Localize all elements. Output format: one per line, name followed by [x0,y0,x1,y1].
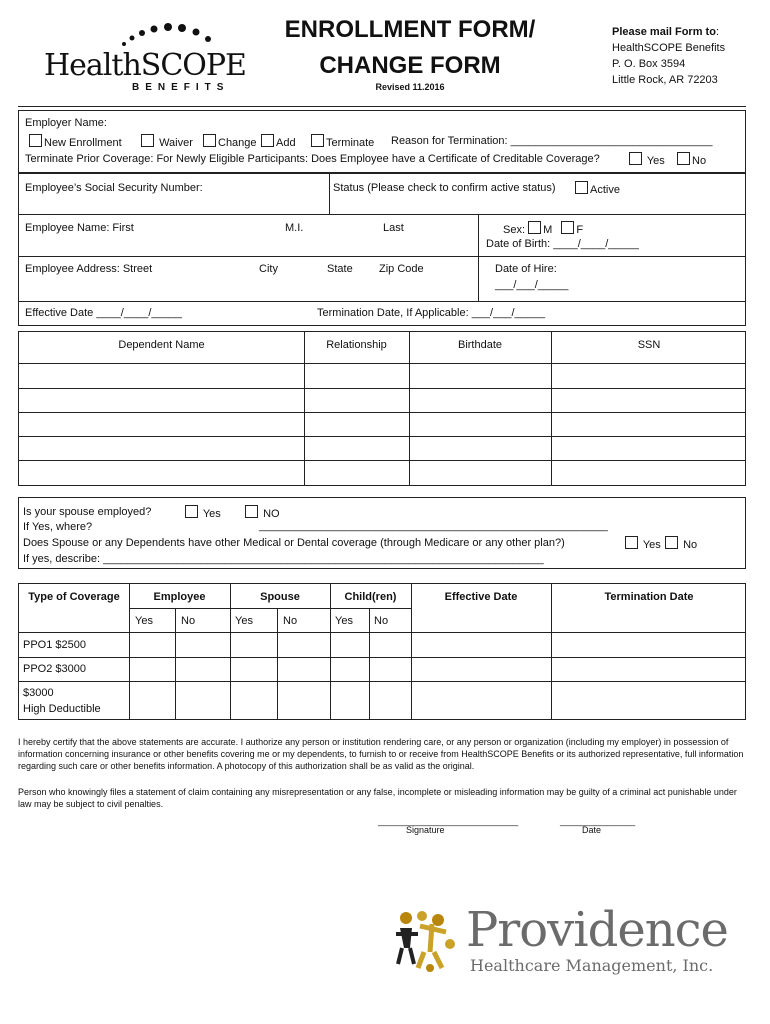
mail-line2: P. O. Box 3594 [612,58,686,70]
certification-statement: I hereby certify that the above statements are accurate. I authorize any person or institution rendering care, or any person or organization (including my employer) in possession of information concerning insurance or other benefits covering me or my dependents, to furnish to or receive from HealthSCOPE Benefits or its authorized representative, full information regarding such care or other benefits information. A photocopy of this authorization shall be as valid as the original. [18,737,744,771]
other-coverage-describe-field[interactable]: If yes, describe: ________________________________________________________________________ [23,553,544,565]
mail-line3: Little Rock, AR 72203 [612,74,718,86]
last-name-label: Last [383,222,404,234]
sex-m-checkbox[interactable] [528,221,541,234]
state-label: State [327,263,353,275]
children-header: Child(ren) [344,591,397,603]
spouse-employed-yes-label: Yes [202,508,221,520]
spouse-no-subheader: No [283,615,298,627]
ppo2-row-label: PPO2 $3000 [23,663,86,675]
mail-colon: : [715,26,719,38]
children-no-subheader: No [374,615,389,627]
spouse-header: Spouse [260,591,300,603]
employee-info-section [18,173,746,326]
logo-sub-text: BENEFITS [132,82,230,93]
mail-label: Please mail Form to [612,26,716,38]
change-label: Change [218,137,257,149]
form-title-line1: ENROLLMENT FORM/ [284,16,536,43]
add-label: Add [276,137,296,149]
employee-no-subheader: No [181,615,196,627]
spouse-employed-no-checkbox[interactable] [245,505,258,518]
mi-label: M.I. [285,222,304,234]
revised-date: Revised 11.2016 [375,82,445,92]
spouse-employed-yes-checkbox[interactable] [185,505,198,518]
ssn-header: SSN [637,339,661,351]
creditable-yes-label: Yes [646,155,665,167]
spouse-employed-question: Is your spouse employed? [23,506,152,518]
hdhp-row-label-line2: High Deductible [23,703,101,715]
providence-people-icon [390,908,460,974]
penalty-statement: Person who knowingly files a statement of claim containing any misrepresentation or any false, incomplete or misleading information may be guilty of a criminal act punishable under law may be subject to civil penalties. [18,787,737,809]
other-coverage-no-label: No [683,539,698,551]
terminate-checkbox[interactable] [311,134,324,147]
street-label: Employee Address: Street [25,263,153,275]
logo-main-text: HealthSCOPE [44,48,246,83]
coverage-table [18,583,746,720]
change-checkbox[interactable] [203,134,216,147]
dependents-table [18,331,746,486]
providence-brand: Providence [466,902,728,958]
termination-date-header: Termination Date [604,591,694,603]
spouse-employed-no-label: NO [263,508,280,520]
termination-reason-field[interactable]: Reason for Termination: _________________________________ [391,135,713,147]
birthdate-header: Birthdate [457,339,503,351]
zip-label: Zip Code [379,263,424,275]
spouse-where-field[interactable]: _________________________________________________________ [259,520,608,532]
date-line[interactable]: _______________ [560,816,636,826]
sex-label: Sex: [503,224,526,236]
effective-date-field[interactable]: Effective Date ____/____/_____ [25,307,182,319]
creditable-no-label: No [692,155,707,167]
waiver-checkbox[interactable] [141,134,154,147]
healthscope-logo [44,22,246,100]
termination-date-field[interactable]: Termination Date, If Applicable: ___/___/_____ [317,307,546,319]
date-label: Date [582,825,602,835]
date-of-birth-field[interactable]: Date of Birth: ____/____/_____ [486,238,639,250]
status-label: Status (Please check to confirm active status) [333,182,556,194]
other-coverage-no-checkbox[interactable] [665,536,678,549]
waiver-label: Waiver [159,137,193,149]
employee-first-name-label: Employee Name: First [25,222,134,234]
active-checkbox[interactable] [575,181,588,194]
signature-label: Signature [406,825,445,835]
city-label: City [259,263,278,275]
creditable-no-checkbox[interactable] [677,152,690,165]
spouse-yes-subheader: Yes [235,615,253,627]
other-coverage-yes-label: Yes [642,539,661,551]
date-of-hire-label: Date of Hire: [495,263,557,275]
children-yes-subheader: Yes [335,615,353,627]
employer-name-label: Employer Name: [25,117,107,129]
dependent-name-header: Dependent Name [118,339,205,351]
spouse-section [18,497,746,569]
add-checkbox[interactable] [261,134,274,147]
sex-f-checkbox[interactable] [561,221,574,234]
ssn-label: Employee’s Social Security Number: [25,182,203,194]
other-coverage-yes-checkbox[interactable] [625,536,638,549]
header-divider [18,106,746,107]
sex-f-label: F [576,224,584,236]
other-coverage-question: Does Spouse or any Dependents have other Medical or Dental coverage (through Medicare or any other plan?) [23,537,565,549]
relationship-header: Relationship [326,339,387,351]
logo-dots-icon [114,22,224,50]
terminate-label: Terminate [326,137,375,149]
signature-line[interactable]: ____________________________ [378,816,519,826]
type-of-coverage-header: Type of Coverage [28,591,120,603]
employee-yes-subheader: Yes [135,615,153,627]
effective-date-header: Effective Date [444,591,518,603]
ppo1-row-label: PPO1 $2500 [23,639,86,651]
sex-m-label: M [543,224,553,236]
prior-coverage-question: Terminate Prior Coverage: For Newly Eligible Participants: Does Employee have a Certificate of Creditable Coverage? [25,153,600,165]
new-enrollment-checkbox[interactable] [29,134,42,147]
mail-address [612,24,725,88]
hdhp-row-label-line1: $3000 [23,687,54,699]
mail-line1: HealthSCOPE Benefits [612,42,726,54]
enrollment-type-section [18,110,746,173]
creditable-yes-checkbox[interactable] [629,152,642,165]
form-title-line2: CHANGE FORM [319,52,501,79]
new-enrollment-label: New Enrollment [44,137,122,149]
date-of-hire-field[interactable]: ___/___/_____ [495,279,569,291]
spouse-where-label: If Yes, where? [23,521,93,533]
employee-header: Employee [153,591,206,603]
providence-tagline: Healthcare Management, Inc. [470,956,714,975]
active-label: Active [590,184,620,196]
